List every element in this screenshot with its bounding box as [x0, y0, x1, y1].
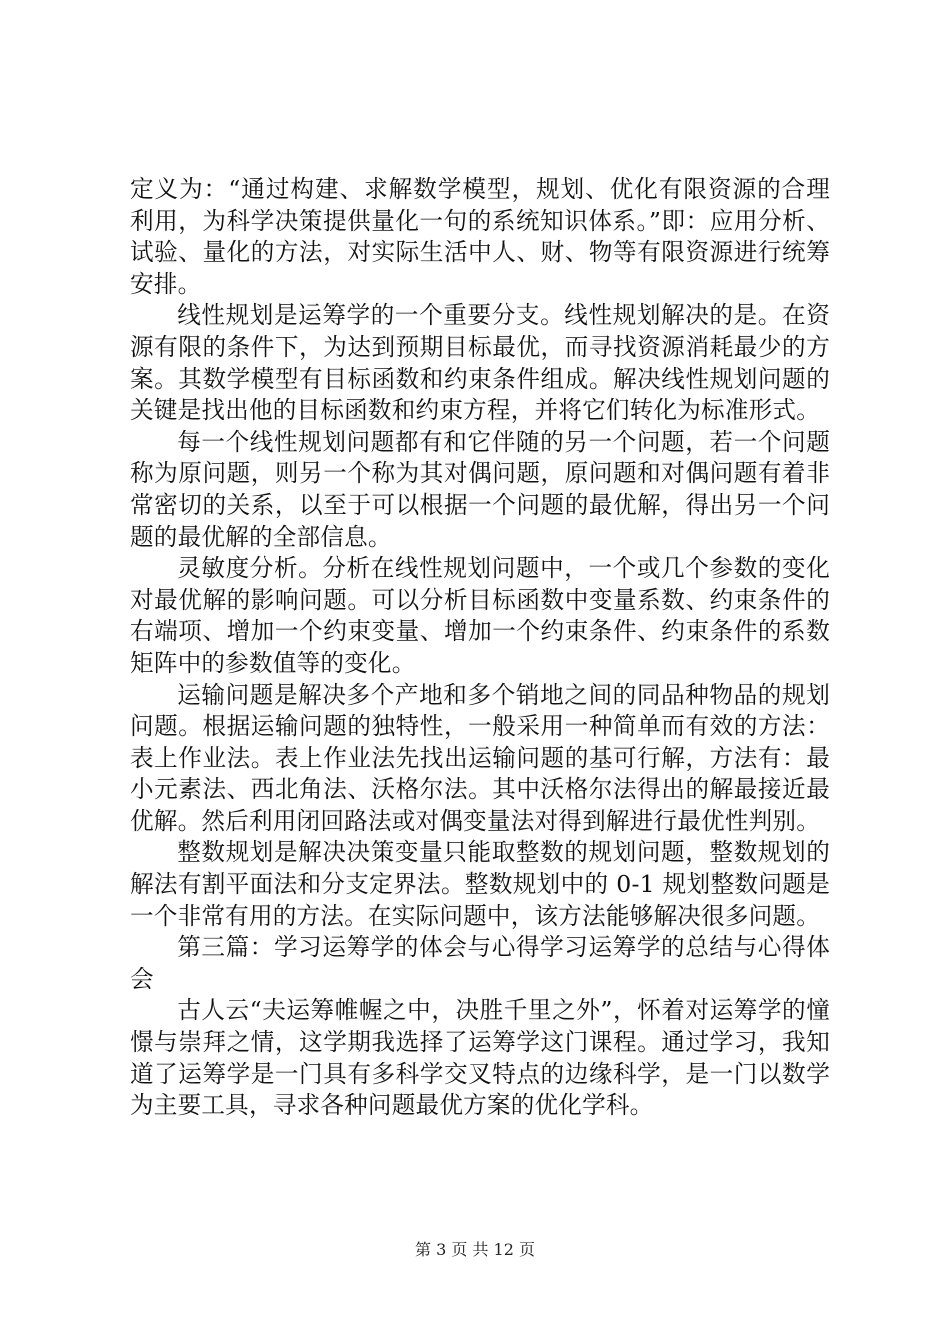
section-heading: 第三篇：学习运筹学的体会与心得学习运筹学的总结与心得体会 [130, 933, 830, 993]
paragraph-6: 整数规划是解决决策变量只能取整数的规划问题，整数规划的解法有割平面法和分支定界法。整数规划中的 0-1 规划整数问题是一个非常有用的方法。在实际问题中，该方法能够解决很多问题。 [130, 838, 830, 930]
paragraph-5: 运输问题是解决多个产地和多个销地之间的同品种物品的规划问题。根据运输问题的独特性，一般采用一种简单而有效的方法：表上作业法。表上作业法先找出运输问题的基可行解，方法有：最小元素法、西北角法、沃格尔法。其中沃格尔法得出的解最接近最优解。然后利用闭回路法或对偶变量法对得到解进行最优性判别。 [130, 680, 830, 835]
paragraph-3: 每一个线性规划问题都有和它伴随的另一个问题，若一个问题称为原问题，则另一个称为其对偶问题，原问题和对偶问题有着非常密切的关系，以至于可以根据一个问题的最优解，得出另一个问题的最优解的全部信息。 [130, 427, 830, 551]
document-body [130, 174, 830, 1122]
paragraph-7: 古人云“夫运筹帷幄之中，决胜千里之外”，怀着对运筹学的憧憬与崇拜之情，这学期我选择了运筹学这门课程。通过学习，我知道了运筹学是一门具有多科学交叉特点的边缘科学，是一门以数学为主要工具，寻求各种问题最优方案的优化学科。 [130, 996, 830, 1120]
paragraph-2: 线性规划是运筹学的一个重要分支。线性规划解决的是。在资源有限的条件下，为达到预期目标最优，而寻找资源消耗最少的方案。其数学模型有目标函数和约束条件组成。解决线性规划问题的关键是找出他的目标函数和约束方程，并将它们转化为标准形式。 [130, 301, 830, 425]
paragraph-1: 定义为：“通过构建、求解数学模型，规划、优化有限资源的合理利用，为科学决策提供量化一句的系统知识体系。”即：应用分析、试验、量化的方法，对实际生活中人、财、物等有限资源进行统筹安排。 [130, 175, 830, 298]
paragraph-4: 灵敏度分析。分析在线性规划问题中，一个或几个参数的变化对最优解的影响问题。可以分析目标函数中变量系数、约束条件的右端项、增加一个约束变量、增加一个约束条件、约束条件的系数矩阵中的参数值等的变化。 [130, 554, 830, 677]
page-footer: 第 3 页 共 12 页 [415, 1240, 535, 1259]
